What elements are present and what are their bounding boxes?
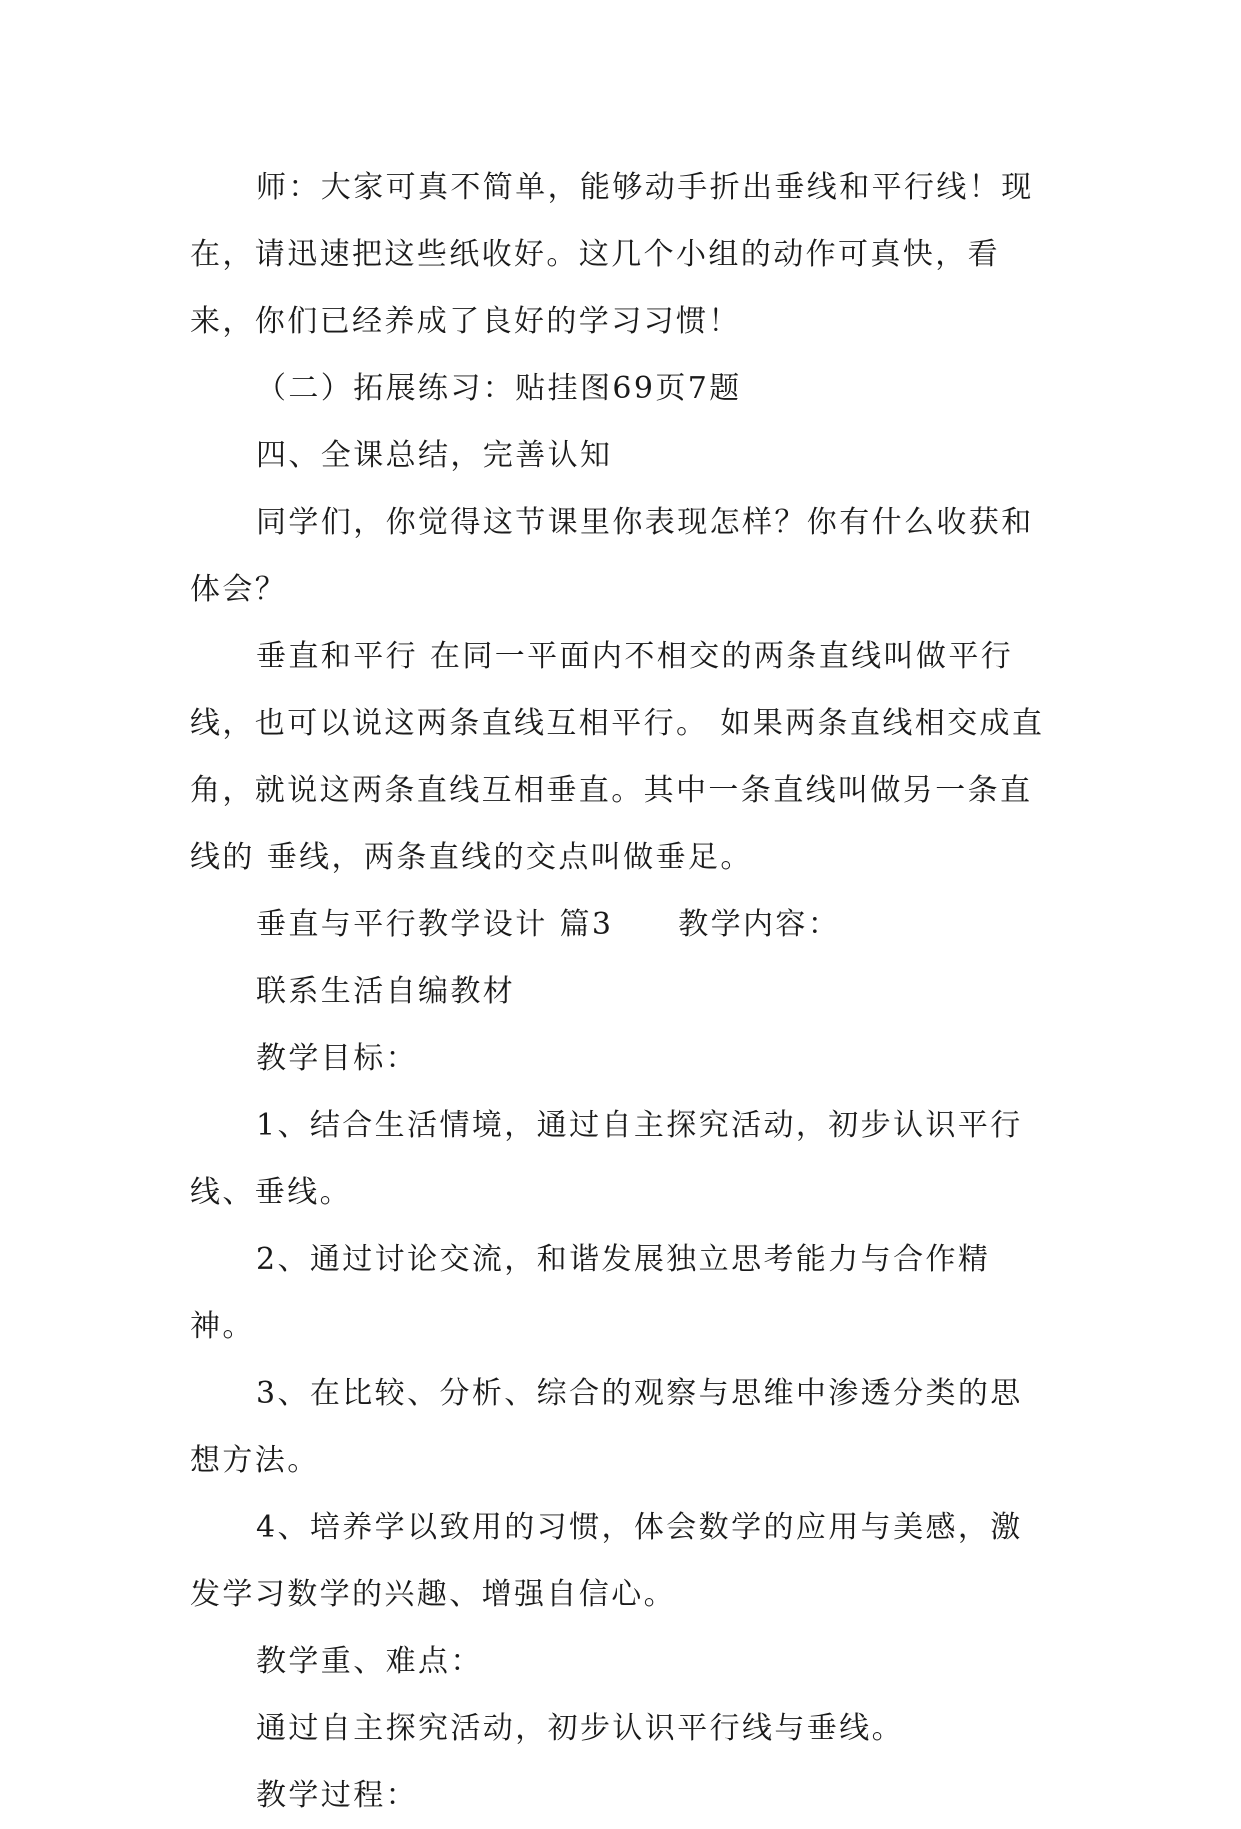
paragraph-content-source: 联系生活自编教材: [256, 974, 516, 1009]
paragraph-goal-3: 3、在比较、分析、综合的观察与思维中渗透分类的思想方法。: [190, 1376, 1023, 1478]
paragraph-goal-1: 1、结合生活情境，通过自主探究活动，初步认识平行线、垂线。: [190, 1108, 1023, 1210]
paragraph-reflection-question: 同学们，你觉得这节课里你表现怎样？你有什么收获和体会？: [190, 505, 1034, 607]
document-body: [190, 154, 1050, 1829]
paragraph-key-points: 通过自主探究活动，初步认识平行线与垂线。: [256, 1711, 904, 1746]
paragraph-goal-4: 4、培养学以致用的习惯，体会数学的应用与美感，激发学习数学的兴趣、增强自信心。: [190, 1510, 1023, 1612]
paragraph-process-heading: 教学过程：: [256, 1778, 418, 1813]
paragraph-definition: 垂直和平行 在同一平面内不相交的两条直线叫做平行线，也可以说这两条直线互相平行。 如果两条直线相交成直角，就说这两条直线互相垂直。其中一条直线叫做另一条直线的 垂线，两条直线的交点叫做垂足。: [190, 639, 1045, 875]
paragraph-key-points-heading: 教学重、难点：: [256, 1644, 483, 1679]
paragraph-teacher-remark: 师：大家可真不简单，能够动手折出垂线和平行线！现在，请迅速把这些纸收好。这几个小组的动作可真快，看来，你们已经养成了良好的学习习惯！: [190, 170, 1034, 339]
paragraph-extension-exercise: （二）拓展练习：贴挂图69页7题: [256, 371, 742, 406]
paragraph-goals-heading: 教学目标：: [256, 1041, 418, 1076]
paragraph-goal-2: 2、通过讨论交流，和谐发展独立思考能力与合作精神。: [190, 1242, 991, 1344]
paragraph-section-summary-heading: 四、全课总结，完善认知: [256, 438, 613, 473]
paragraph-design-title: 垂直与平行教学设计 篇3 教学内容：: [256, 907, 841, 942]
